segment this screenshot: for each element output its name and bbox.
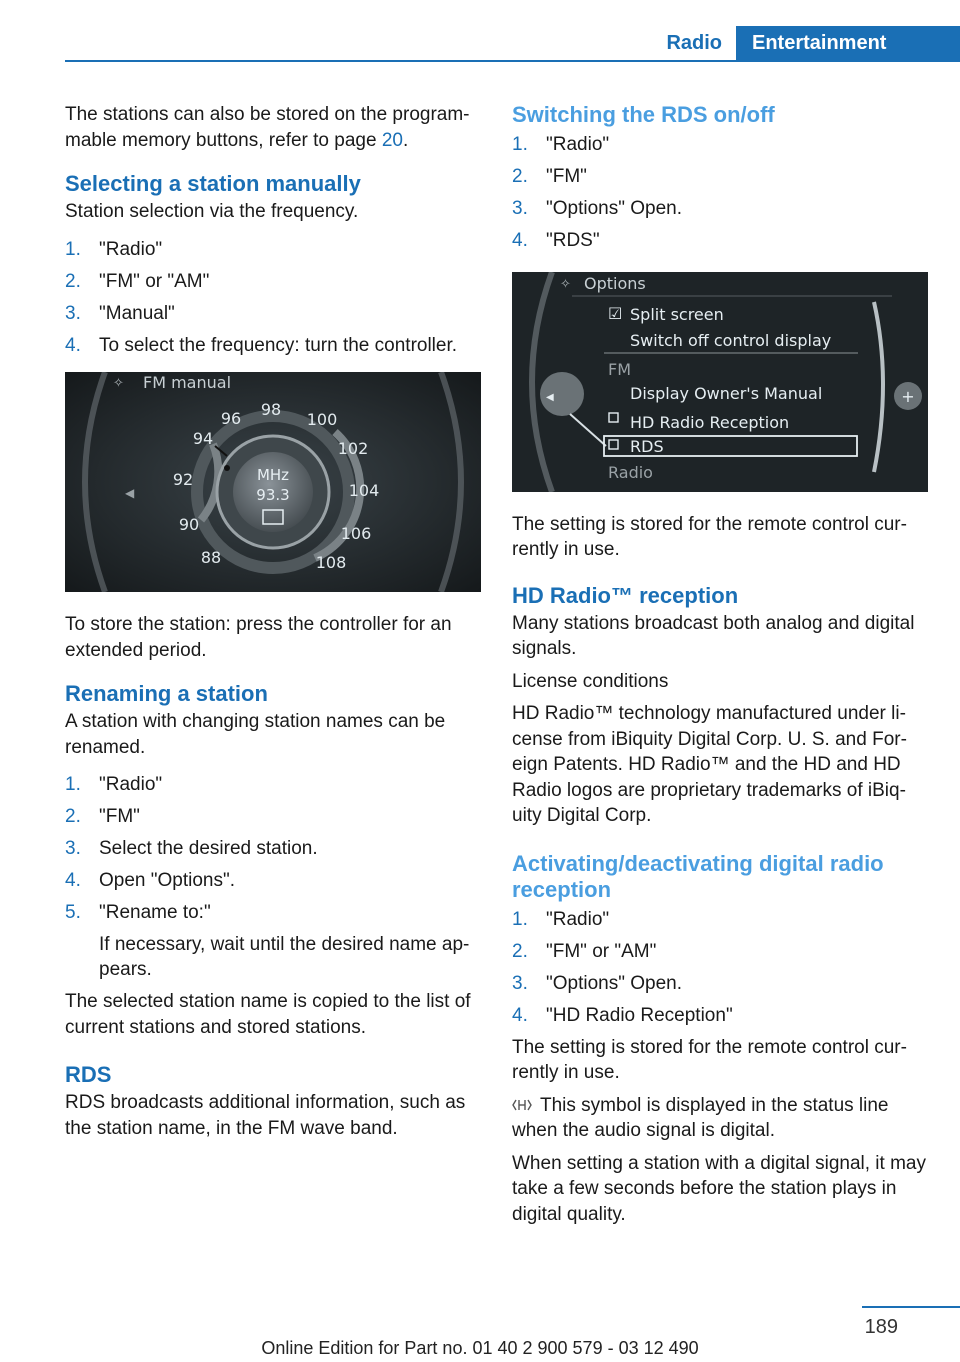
rds-switch-note: The setting is stored for the remote control cur‐ rently in use.	[512, 513, 907, 560]
list-item: 4. To select the frequency: turn the controller.	[65, 334, 458, 356]
screen-title: Options	[584, 273, 646, 293]
freq-unit: MHz	[256, 466, 290, 484]
rename-steps	[65, 772, 483, 983]
store-note: To store the station: press the controller for an extended period.	[65, 614, 452, 661]
svg-text:✧: ✧	[560, 276, 571, 292]
svg-text:+: +	[901, 386, 915, 406]
activate-steps	[512, 907, 930, 1029]
rds-text: RDS broadcasts additional information, such as the station name, in the FM wave band.	[65, 1092, 466, 1139]
menu-item: Switch off control display	[630, 330, 832, 350]
edition-footer: Online Edition for Part no. 01 40 2 900 579 - 03 12 490	[261, 1338, 699, 1358]
manual-subtitle: Station selection via the frequency.	[65, 201, 359, 222]
freq-value: 93.3	[256, 486, 290, 504]
license-text: HD Radio™ technology manufactured under li‐ cense from iBiquity Digital Corp. U. S. and For‐ eign Patents. HD Radio™ and the HD and HD Radio logos are proprietary trademarks of iBiq‐ uity Digital Corp.	[512, 703, 907, 826]
menu-group: FM	[608, 359, 632, 379]
list-item: 1. "Radio"	[65, 238, 163, 260]
list-item: 2. "FM"	[512, 166, 587, 187]
list-item: 3. "Manual"	[65, 302, 175, 324]
tick-label: 108	[315, 553, 347, 572]
heading-rds-switch: Switching the RDS on/off	[512, 102, 775, 127]
heading-manual: Selecting a station manually	[65, 171, 361, 196]
list-item: 5. "Rename to:" If necessary, wait until the desired name ap‐ pears.	[65, 902, 470, 980]
svg-text:◀: ◀	[546, 391, 554, 403]
tick-label: 94	[192, 429, 214, 448]
fm-dial-graphic	[65, 372, 481, 592]
tick-label: 96	[220, 409, 242, 428]
right-column	[512, 102, 930, 1234]
menu-item-rds: RDS	[630, 436, 664, 456]
options-screen	[512, 272, 928, 492]
fm-manual-screen	[65, 372, 481, 592]
manual-steps	[65, 237, 483, 359]
rds-switch-steps	[512, 132, 930, 254]
menu-item: HD Radio Reception	[630, 412, 790, 432]
footer-rule	[862, 1306, 960, 1308]
heading-rename: Renaming a station	[65, 681, 268, 706]
left-column	[65, 102, 483, 1148]
rename-subtitle: A station with changing station names can be renamed.	[65, 711, 446, 758]
tick-label: 88	[200, 548, 222, 567]
delay-note: When setting a station with a digital signal, it may take a few seconds before the station plays in digital quality.	[512, 1152, 926, 1225]
page-header	[0, 0, 960, 62]
list-item: 1. "Radio"	[512, 134, 610, 155]
list-item: 3. "Options" Open.	[512, 198, 683, 219]
list-item: 4. "HD Radio Reception"	[512, 1004, 733, 1026]
activate-note: The setting is stored for the remote control cur‐ rently in use.	[512, 1036, 907, 1083]
menu-group: Radio	[608, 462, 653, 482]
heading-rds: RDS	[65, 1062, 112, 1087]
tick-label: 106	[340, 524, 372, 543]
list-item: 3. "Options" Open.	[512, 972, 683, 994]
intro-paragraph: The stations can also be stored on the program‐ mable memory buttons, refer to page 20.	[65, 104, 470, 151]
header-rule	[65, 60, 960, 62]
section-label: Radio	[666, 32, 722, 54]
menu-item: Display Owner's Manual	[630, 383, 823, 403]
symbol-note: This symbol is displayed in the status line when the audio signal is digital.	[512, 1094, 889, 1141]
svg-text:◀: ◀	[125, 486, 135, 500]
list-item: 1. "Radio"	[65, 774, 163, 795]
heading-activate: Activating/deactivating digital radio reception	[512, 850, 884, 902]
tick-label: 100	[306, 410, 338, 429]
hd-text: Many stations broadcast both analog and digital signals.	[512, 612, 915, 659]
list-item: 2. "FM" or "AM"	[512, 940, 657, 962]
license-label: License conditions	[512, 670, 669, 692]
list-item: 2. "FM" or "AM"	[65, 270, 210, 292]
page-link[interactable]: 20	[381, 129, 403, 151]
list-item: 1. "Radio"	[512, 908, 610, 930]
rename-note: The selected station name is copied to the list of current stations and stored stations.	[65, 991, 471, 1038]
tick-label: 92	[172, 470, 194, 489]
list-item: 2. "FM"	[65, 806, 140, 827]
tick-label: 98	[260, 400, 282, 419]
tick-label: 102	[337, 439, 369, 458]
tick-label: 90	[178, 515, 200, 534]
tick-label: 104	[348, 481, 380, 500]
digital-signal-icon	[512, 1097, 532, 1113]
options-menu-graphic	[512, 272, 928, 492]
list-item: 3. Select the desired station.	[65, 838, 318, 859]
heading-hd: HD Radio™ reception	[512, 582, 739, 608]
chapter-label: Entertainment	[736, 26, 960, 60]
screen-title: FM manual	[143, 373, 232, 392]
list-item: 4. "RDS"	[512, 230, 600, 251]
page-number: 189	[864, 1316, 898, 1338]
svg-text:☑: ☑	[608, 303, 623, 323]
menu-item: Split screen	[630, 304, 724, 324]
list-item: 4. Open "Options".	[65, 870, 236, 891]
svg-text:✧: ✧	[113, 376, 124, 391]
